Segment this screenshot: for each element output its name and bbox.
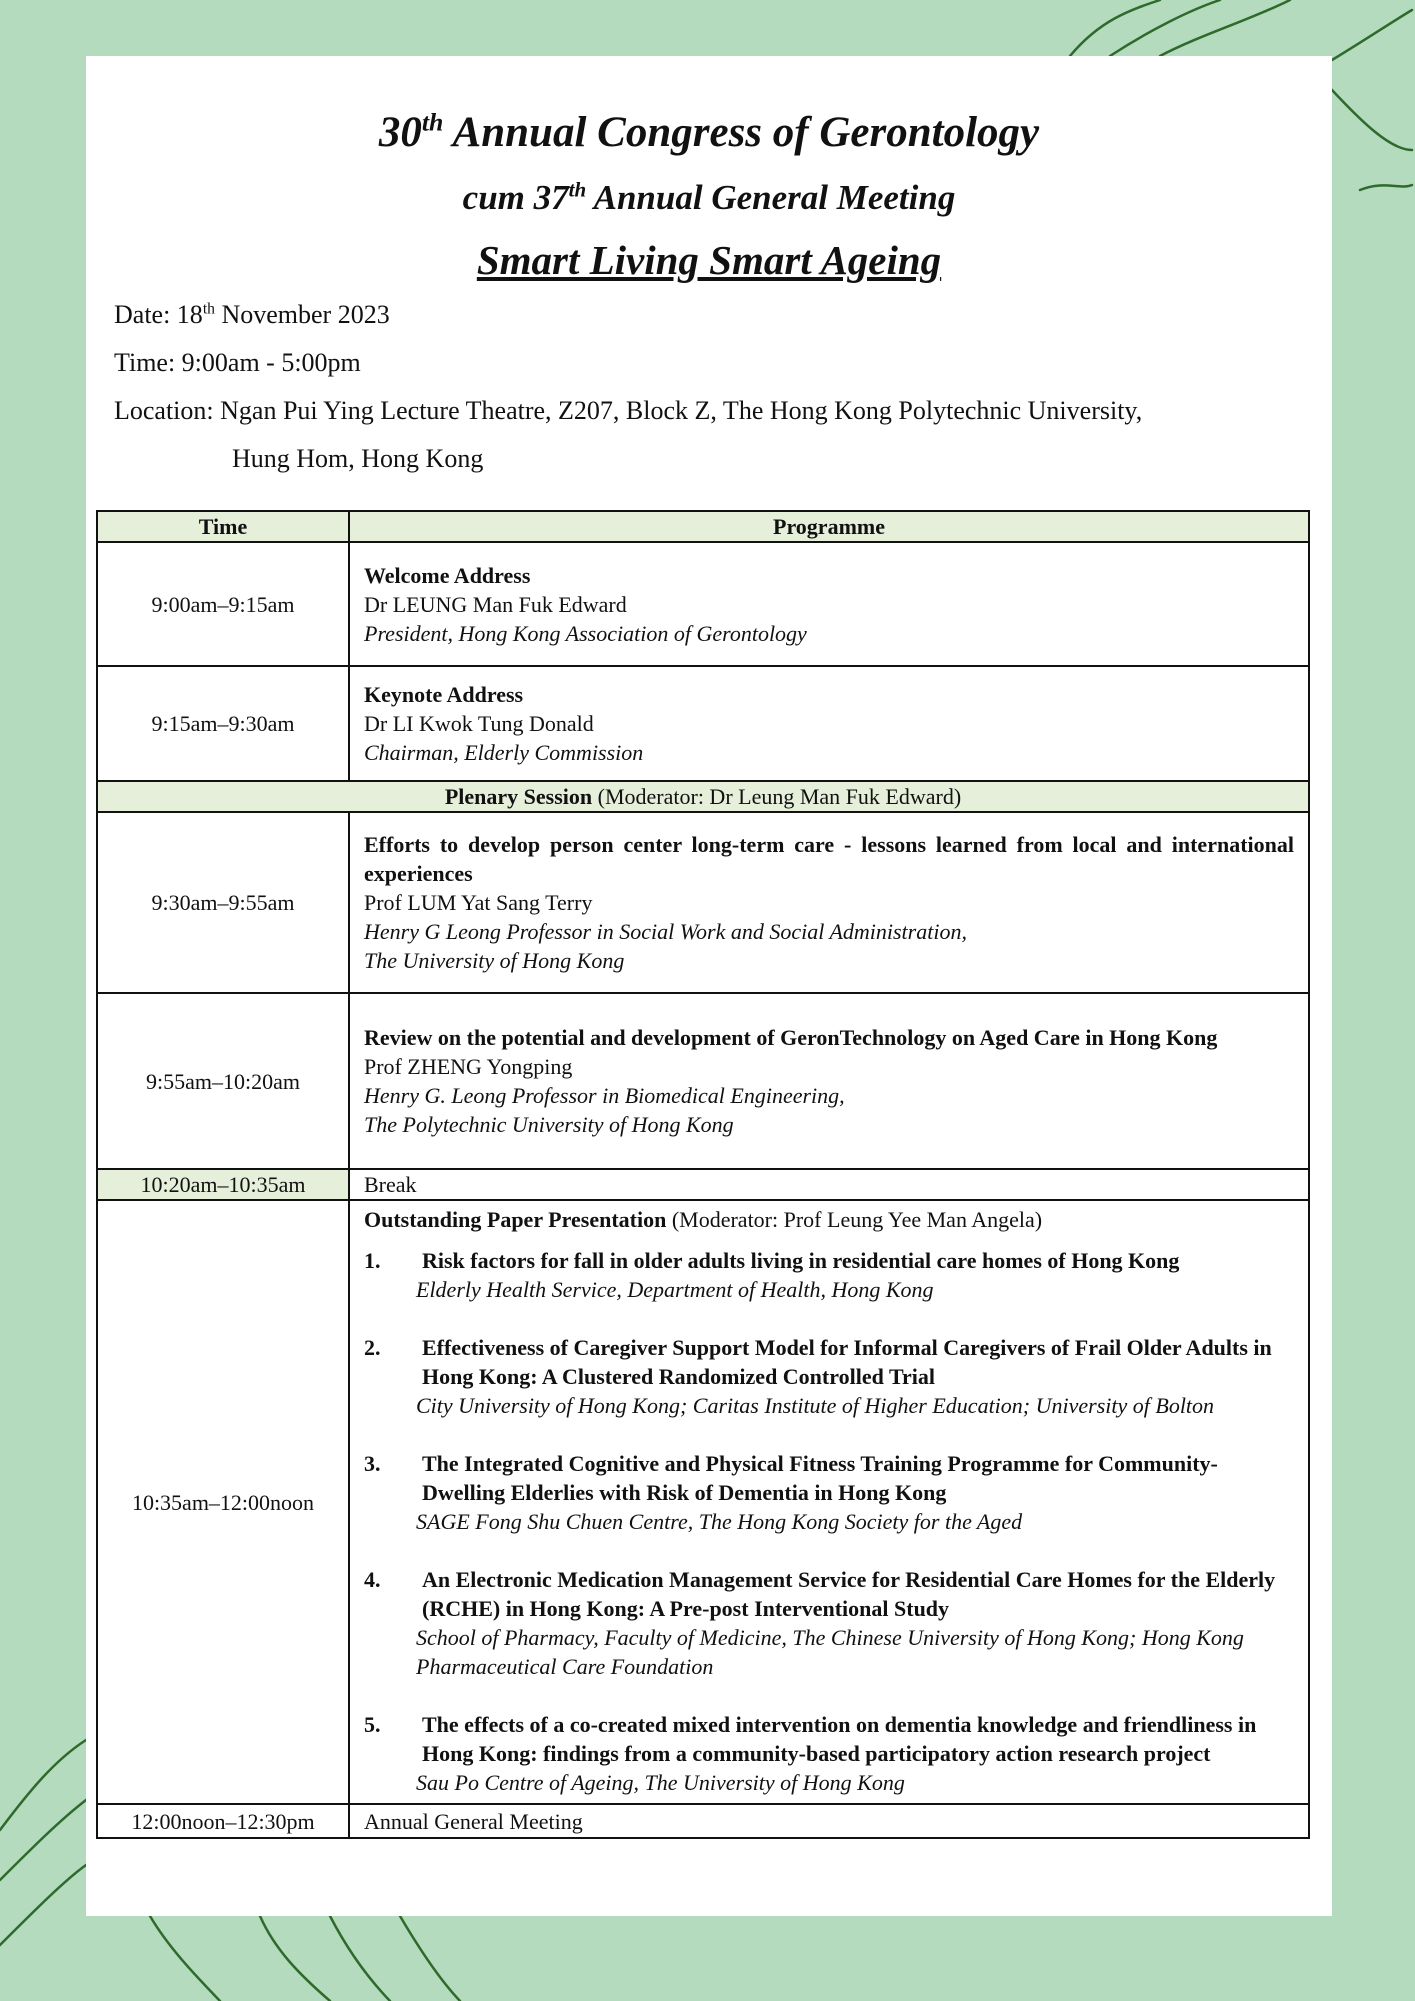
list-item: 1. Risk factors for fall in older adults living in residential care homes of Hong Kong Elderly Health Service, Department of Health, Hong Kong xyxy=(364,1246,1294,1304)
item-title: Welcome Address xyxy=(364,562,531,588)
paper-title: Effectiveness of Caregiver Support Model for Informal Caregivers of Frail Older Adults in Hong Kong: A Clustered Randomized Controlled Trial xyxy=(422,1335,1272,1389)
item-title: Efforts to develop person center long-term care - lessons learned from local and international experiences xyxy=(364,832,1294,886)
item-title: Keynote Address xyxy=(364,682,524,707)
row-time: 9:30am–9:55am xyxy=(97,812,349,993)
paper-title: Risk factors for fall in older adults living in residential care homes of Hong Kong xyxy=(422,1248,1180,1273)
row-programme xyxy=(349,812,1309,993)
row-time: 9:55am–10:20am xyxy=(97,993,349,1169)
header-programme: Programme xyxy=(349,511,1309,542)
table-row xyxy=(97,993,1309,1169)
table-row-agm xyxy=(97,1804,1309,1838)
row-programme: Annual General Meeting xyxy=(349,1804,1309,1838)
table-row-break xyxy=(97,1169,1309,1200)
paper-affiliation: Sau Po Centre of Ageing, The University of Hong Kong xyxy=(416,1770,905,1795)
row-time: 12:00noon–12:30pm xyxy=(97,1804,349,1838)
theme-title: Smart Living Smart Ageing xyxy=(476,237,942,283)
programme-table xyxy=(96,510,1310,1839)
table-row-papers xyxy=(97,1200,1309,1804)
table-row xyxy=(97,542,1309,666)
row-programme: Break xyxy=(349,1169,1309,1200)
event-time: Time: 9:00am - 5:00pm xyxy=(114,348,361,377)
paper-affiliation: School of Pharmacy, Faculty of Medicine, The Chinese University of Hong Kong; Hong Kong Pharmaceutical Care Foundation xyxy=(416,1625,1244,1679)
table-row xyxy=(97,812,1309,993)
row-programme xyxy=(349,666,1309,781)
item-speaker: Prof LUM Yat Sang Terry xyxy=(364,890,593,915)
list-item: 2. Effectiveness of Caregiver Support Model for Informal Caregivers of Frail Older Adults in Hong Kong: A Clustered Randomized Controlled Trial City University of Hong Kong; Caritas Institute of Higher Education; University of Bolton xyxy=(364,1333,1294,1420)
item-role: Henry G Leong Professor in Social Work and Social Administration, xyxy=(364,919,967,944)
paper-affiliation: SAGE Fong Shu Chuen Centre, The Hong Kong Society for the Aged xyxy=(416,1509,1023,1534)
papers-heading: Outstanding Paper Presentation (Moderator: Prof Leung Yee Man Angela) xyxy=(364,1207,1043,1232)
table-header-row xyxy=(97,511,1309,542)
row-programme xyxy=(349,542,1309,666)
item-speaker: Dr LI Kwok Tung Donald xyxy=(364,711,594,736)
item-affiliation: The University of Hong Kong xyxy=(364,948,625,973)
item-speaker: Prof ZHENG Yongping xyxy=(364,1054,573,1079)
row-time: 9:00am–9:15am xyxy=(97,542,349,666)
row-programme xyxy=(349,1200,1309,1804)
item-role: President, Hong Kong Association of Gerontology xyxy=(364,620,807,646)
item-role: Chairman, Elderly Commission xyxy=(364,740,644,765)
event-date: Date: 18th November 2023 xyxy=(114,300,390,329)
paper-title: The Integrated Cognitive and Physical Fitness Training Programme for Community-Dwelling Elderlies with Risk of Dementia in Hong Kong xyxy=(422,1451,1218,1505)
paper-list xyxy=(364,1246,1294,1797)
item-affiliation: The Polytechnic University of Hong Kong xyxy=(364,1112,734,1137)
event-location-line2: Hung Hom, Hong Kong xyxy=(232,444,484,473)
list-item: 3. The Integrated Cognitive and Physical Fitness Training Programme for Community-Dwelling Elderlies with Risk of Dementia in Hong Kong SAGE Fong Shu Chuen Centre, The Hong Kong Society for the Aged xyxy=(364,1449,1294,1536)
header-time: Time xyxy=(97,511,349,542)
row-time: 10:35am–12:00noon xyxy=(97,1200,349,1804)
event-location: Location: Ngan Pui Ying Lecture Theatre, Z207, Block Z, The Hong Kong Polytechnic University, xyxy=(114,396,1143,425)
paper-affiliation: Elderly Health Service, Department of Health, Hong Kong xyxy=(416,1277,934,1302)
row-time: 9:15am–9:30am xyxy=(97,666,349,781)
row-time: 10:20am–10:35am xyxy=(97,1169,349,1200)
paper-affiliation: City University of Hong Kong; Caritas Institute of Higher Education; University of Bolton xyxy=(416,1393,1215,1418)
section-row-plenary xyxy=(97,781,1309,812)
list-item: 5. The effects of a co-created mixed intervention on dementia knowledge and friendliness in Hong Kong: findings from a community-based participatory action research project Sau Po Centre of Ageing, The University of Hong Kong xyxy=(364,1710,1294,1797)
paper-title: An Electronic Medication Management Service for Residential Care Homes for the Elderly (RCHE) in Hong Kong: A Pre-post Interventional Study xyxy=(422,1567,1276,1621)
row-programme xyxy=(349,993,1309,1169)
item-role: Henry G. Leong Professor in Biomedical Engineering, xyxy=(364,1083,845,1108)
item-title: Review on the potential and development of GeronTechnology on Aged Care in Hong Kong xyxy=(364,1025,1218,1050)
page-subtitle: cum 37th Annual General Meeting xyxy=(462,177,956,217)
list-item: 4. An Electronic Medication Management Service for Residential Care Homes for the Elderly (RCHE) in Hong Kong: A Pre-post Interventional Study School of Pharmacy, Faculty of Medicine, The Chinese University of Hong Kong; Hong Kong Pharmaceutical Care Foundation xyxy=(364,1565,1294,1681)
section-heading: Plenary Session (Moderator: Dr Leung Man Fuk Edward) xyxy=(97,781,1309,812)
item-speaker: Dr LEUNG Man Fuk Edward xyxy=(364,591,627,617)
table-row xyxy=(97,666,1309,781)
paper-title: The effects of a co-created mixed intervention on dementia knowledge and friendliness in Hong Kong: findings from a community-based participatory action research project xyxy=(422,1712,1257,1766)
page-title: 30th Annual Congress of Gerontology xyxy=(378,107,1040,156)
programme-page xyxy=(86,56,1332,1916)
